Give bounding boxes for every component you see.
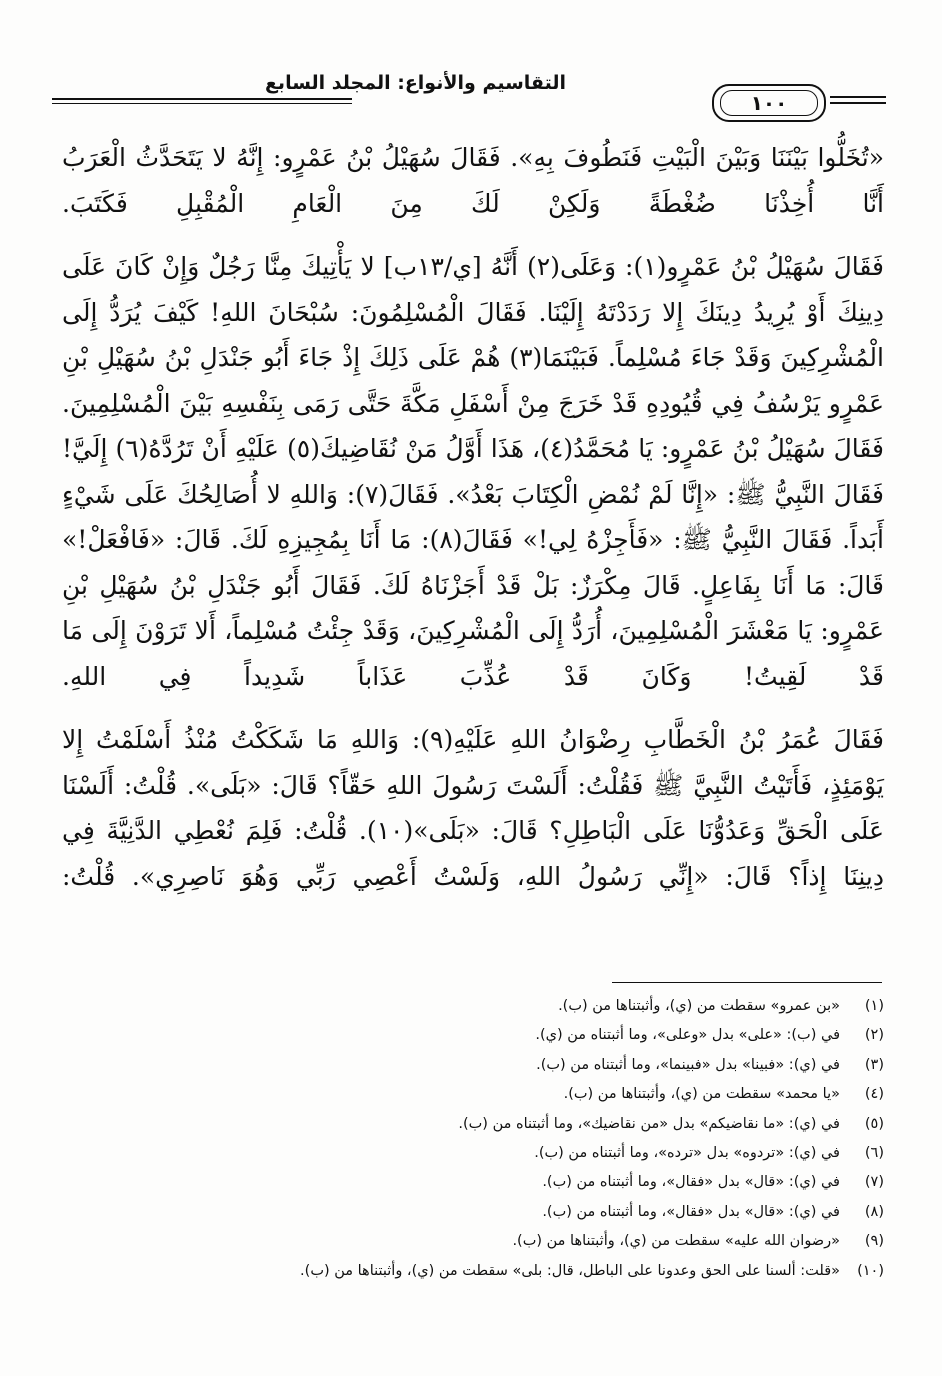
- footnote: [60, 1198, 884, 1227]
- header-rule: [52, 98, 352, 100]
- footnote-number: (٤): [864, 1086, 884, 1103]
- footnote: [60, 1080, 884, 1109]
- footnote: [60, 1139, 884, 1168]
- footnote: [60, 1021, 884, 1050]
- footnote-number: (٥): [864, 1115, 884, 1132]
- footnotes: [60, 992, 884, 1286]
- footnote-number: (٢): [864, 1027, 884, 1044]
- main-text: [62, 135, 884, 899]
- header-rule-thin: [52, 103, 352, 104]
- footnote: [60, 1168, 884, 1197]
- footnote-text: في (ي): «ما نقاضيكم» بدل «من نقاضيك»، وما أثبتناه من (ب).: [458, 1115, 840, 1132]
- page-number-frame: [712, 84, 826, 122]
- running-title: التقاسيم والأنواع: المجلد السابع: [264, 72, 566, 94]
- footnote: [60, 1257, 884, 1286]
- footnote-text: «يا محمد» سقطت من (ي)، وأثبتناها من (ب).: [563, 1086, 840, 1103]
- paragraph-1: «تُخَلُّوا بَيْنَنَا وَبَيْنَ الْبَيْتِ فَنَطُوفَ بِهِ». فَقَالَ سُهَيْلُ بْنُ عَمْرٍو: إِنَّهُ لا يَتَحَدَّثُ الْعَرَبُ أَنَّا أُخِذْنَا ضُغْطَةً وَلَكِنْ لَكَ مِنَ الْعَامِ الْمُقْبِلِ فَكَتَبَ.: [62, 143, 884, 218]
- footnote-separator: [612, 982, 882, 983]
- footnote-number: (٣): [864, 1056, 884, 1073]
- header-rule-right-second: [830, 102, 886, 104]
- footnote: [60, 1227, 884, 1256]
- footnote: [60, 1110, 884, 1139]
- footnote-text: في (ي): «فبينا» بدل «فبينما»، وما أثبتناه من (ب).: [536, 1056, 840, 1073]
- footnote-text: في (ي): «قال» بدل «فقال»، وما أثبتناه من (ب).: [542, 1203, 840, 1220]
- footnote-number: (١٠): [857, 1262, 884, 1279]
- footnote-number: (٨): [864, 1203, 884, 1220]
- footnote-number: (٦): [864, 1145, 884, 1162]
- header-rule-right: [830, 96, 886, 98]
- paragraph-2: فَقَالَ سُهَيْلُ بْنُ عَمْرٍو(١): وَعَلَى(٢) أَنَّهُ [ي/١٣ب] لا يَأْتِيكَ مِنَّا رَجُلٌ وَإِنْ كَانَ عَلَى دِينِكَ أَوْ يُرِيدُ دِينَكَ إِلا رَدَدْتَهُ إِلَيْنَا. فَقَالَ الْمُسْلِمُونَ: سُبْحَانَ اللهِ! كَيْفَ يُرَدُّ إِلَى الْمُشْرِكِينَ وَقَدْ جَاءَ مُسْلِماً. فَبَيْنَمَا(٣) هُمْ عَلَى ذَلِكَ إِذْ جَاءَ أَبُو جَنْدَلِ بْنُ سُهَيْلِ بْنِ عَمْرٍو يَرْسُفُ فِي قُيُودِهِ قَدْ خَرَجَ مِنْ أَسْفَلِ مَكَّةَ حَتَّى رَمَى بِنَفْسِهِ بَيْنَ الْمُسْلِمِينَ. فَقَالَ سُهَيْلُ بْنُ عَمْرٍو: يَا مُحَمَّدُ(٤)، هَذَا أَوَّلُ مَنْ نُقَاضِيكَ(٥) عَلَيْهِ أَنْ تَرُدَّهُ(٦) إِلَيَّ! فَقَالَ النَّبِيُّ ﷺ: «إِنَّا لَمْ نُمْضِ الْكِتَابَ بَعْدُ». فَقَالَ(٧): وَاللهِ لا أُصَالِحُكَ عَلَى شَيْءٍ أَبَداً. فَقَالَ النَّبِيُّ ﷺ: «فَأَجِزْهُ لِي!» فَقَالَ(٨): مَا أَنَا بِمُجِيزِهِ لَكَ. قَالَ: «فَافْعَلْ!» قَالَ: مَا أَنَا بِفَاعِلٍ. قَالَ مِكْرَزٌ: بَلْ قَدْ أَجَزْنَاهُ لَكَ. فَقَالَ أَبُو جَنْدَلِ بْنُ سُهَيْلِ بْنِ عَمْرٍو: يَا مَعْشَرَ الْمُسْلِمِينَ، أُرَدُّ إِلَى الْمُشْرِكِينَ، وَقَدْ جِئْتُ مُسْلِماً، أَلا تَرَوْنَ إِلَى مَا قَدْ لَقِيتُ! وَكَانَ قَدْ عُذِّبَ عَذَاباً شَدِيداً فِي اللهِ.: [62, 252, 885, 691]
- footnote-number: (٩): [864, 1233, 884, 1250]
- footnote-text: «رضوان الله عليه» سقطت من (ي)، وأثبتناها من (ب).: [512, 1233, 840, 1250]
- footnote-text: في (ي): «قال» بدل «فقال»، وما أثبتناه من (ب).: [542, 1174, 840, 1191]
- footnote: [60, 992, 884, 1021]
- footnote: [60, 1051, 884, 1080]
- footnote-number: (١): [864, 998, 884, 1014]
- footnote-text: «قلت: ألسنا على الحق وعدونا على الباطل، قال: بلى» سقطت من (ي)، وأثبتناها من (ب).: [300, 1262, 840, 1279]
- page-number: ١٠٠: [720, 90, 818, 116]
- paragraph-3: فَقَالَ عُمَرُ بْنُ الْخَطَّابِ رِضْوَانُ اللهِ عَلَيْهِ(٩): وَاللهِ مَا شَكَكْتُ مُنْذُ أَسْلَمْتُ إِلا يَوْمَئِذٍ، فَأَتَيْتُ النَّبِيَّ ﷺ فَقُلْتُ: أَلَسْتَ رَسُولَ اللهِ حَقّاً؟ قَالَ: «بَلَى». قُلْتُ: أَلَسْنَا عَلَى الْحَقِّ وَعَدُوُّنَا عَلَى الْبَاطِلِ؟ قَالَ: «بَلَى»(١٠). قُلْتُ: فَلِمَ نُعْطِي الدَّنِيَّةَ فِي دِينِنَا إِذاً؟ قَالَ: «إِنِّي رَسُولُ اللهِ، وَلَسْتُ أَعْصِي رَبِّي وَهُوَ نَاصِرِي». قُلْتُ:: [62, 725, 884, 891]
- footnote-text: في (ب): «على» بدل «وعلى»، وما أثبتناه من (ي).: [535, 1027, 840, 1044]
- footnote-number: (٧): [864, 1174, 884, 1191]
- footnote-text: في (ي): «تردوه» بدل «ترده»، وما أثبتناه من (ب).: [534, 1145, 840, 1162]
- page-header: [48, 62, 886, 122]
- footnote-text: «بن عمرو» سقطت من (ي)، وأثبتناها من (ب).: [558, 998, 840, 1014]
